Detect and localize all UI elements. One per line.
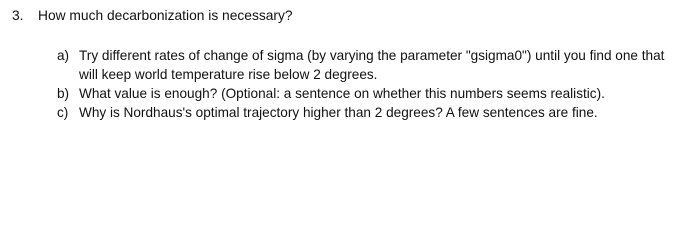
- sub-question-a: [57, 46, 677, 84]
- sub-question-list: [57, 46, 677, 122]
- sub-question-letter: b): [57, 86, 70, 101]
- sub-question-letter: c): [57, 105, 69, 120]
- sub-question-text: Try different rates of change of sigma (by varying the parameter "gsigma0") until you find one that will keep world temperature rise below 2 degrees.: [79, 48, 665, 82]
- sub-question-b: [57, 84, 677, 103]
- sub-question-letter: a): [57, 48, 70, 63]
- sub-question-text: Why is Nordhaus's optimal trajectory higher than 2 degrees? A few sentences are fine.: [79, 105, 598, 120]
- question-text: How much decarbonization is necessary?: [38, 8, 293, 23]
- sub-question-c: [57, 103, 677, 122]
- question-number: 3.: [12, 8, 24, 23]
- sub-question-text: What value is enough? (Optional: a sentence on whether this numbers seems realistic).: [79, 86, 605, 101]
- question-heading: [12, 6, 293, 25]
